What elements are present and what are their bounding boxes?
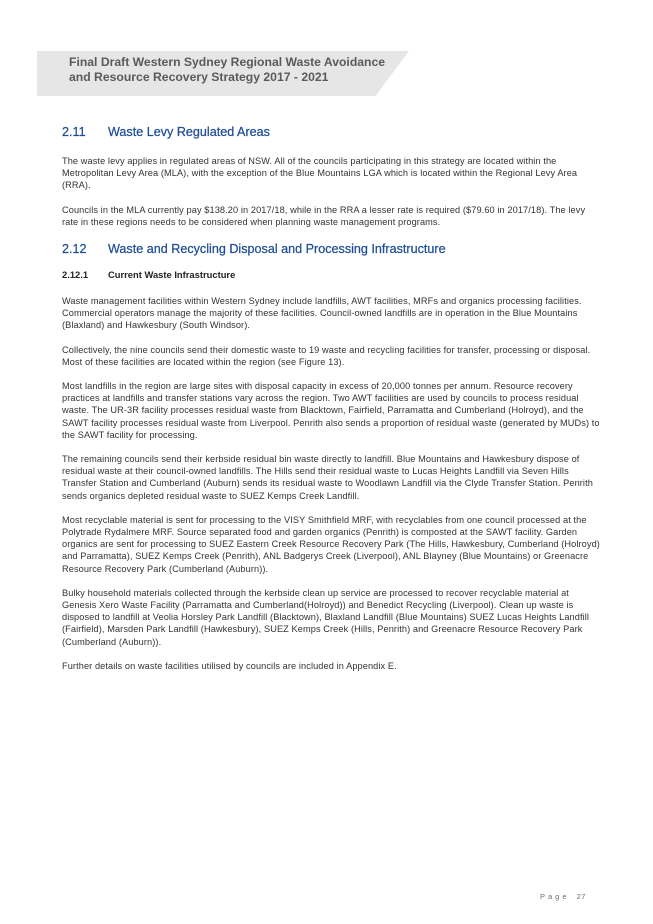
paragraph: Councils in the MLA currently pay $138.20 in 2017/18, while in the RRA a lesser rate is required ($79.60 in 2017/18). The levy rate in these regions needs to be considered when planning waste management programs. bbox=[62, 204, 586, 227]
section-heading-2-12 bbox=[62, 241, 602, 257]
section-title: Waste and Recycling Disposal and Processing Infrastructure bbox=[108, 242, 446, 257]
paragraph: Further details on waste facilities utilised by councils are included in Appendix E. bbox=[62, 660, 397, 671]
subsection-heading-2-12-1 bbox=[62, 269, 602, 281]
page-number: 27 bbox=[576, 892, 586, 901]
section-number: 2.11 bbox=[62, 125, 86, 139]
paragraph: Most landfills in the region are large sites with disposal capacity in excess of 20,000 tonnes per annum. Resource recovery practices at landfills and transfer stations vary across the region. Two AWT facilities are used by councils to process residual waste. The UR-3R facility processes residual waste from Blacktown, Fairfield, Parramatta and Cumberland (Holroyd), and the SAWT facility processes residual waste from Liverpool. Penrith also sends a proportion of residual waste (generated by MUDs) to the SAWT facility for processing. bbox=[62, 381, 600, 440]
paragraph: Most recyclable material is sent for processing to the VISY Smithfield MRF, with recyclables from one council processed at the Polytrade Rydalmere MRF. Source separated food and garden organics (Penrith) is composted at the SAWT facility. Garden organics are sent for processing to SUEZ Eastern Creek Resource Recovery Park (The Hills, Hawkesbury, Cumberland (Holroyd) and Parramatta), SUEZ Kemps Creek (Penrith), ANL Badgerys Creek (Liverpool), ANL Blayney (Blue Mountains) or Greenacre Resource Recovery Park (Cumberland (Auburn)). bbox=[62, 514, 600, 574]
paragraph: The waste levy applies in regulated areas of NSW. All of the councils participating in this strategy are located within the Metropolitan Levy Area (MLA), with the exception of the Blue Mountains LGA which is located within the Regional Levy Area (RRA). bbox=[62, 156, 578, 191]
page-label: Page bbox=[540, 892, 570, 901]
page-content bbox=[62, 124, 602, 672]
paragraph: The remaining councils send their kerbside residual bin waste directly to landfill. Blue Mountains and Hawkesbury dispose of residual waste at their council-owned landfills. The Hills send their residual waste to Lucas Heights Landfill via Seven Hills Transfer Station and Cumberland (Auburn) sends its residual waste to Woodlawn Landfill via the Clyde Transfer Station. Penrith sends organics depleted residual waste to SUEZ Kemps Creek Landfill. bbox=[62, 454, 593, 501]
paragraph: Collectively, the nine councils send their domestic waste to 19 waste and recycling facilities for transfer, processing or disposal. Most of these facilities are located within the region (see Figure 13). bbox=[62, 344, 591, 367]
paragraph: Bulky household materials collected through the kerbside clean up service are processed to recover recyclable material at Genesis Xero Waste Facility (Parramatta and Cumberland(Holroyd)) and Benedict Recycling (Liverpool). Clean up waste is disposed to landfill at Veolia Horsley Park Landfill (Blacktown), Blaxland Landfill (Blue Mountains) SUEZ Lucas Heights Landfill (Fairfield), Marsden Park Landfill (Hawkesbury), SUEZ Kemps Creek (Hills, Penrith) and Greenacre Resource Recovery Park (Cumberland (Auburn)). bbox=[62, 587, 590, 647]
subsection-title: Current Waste Infrastructure bbox=[108, 269, 236, 281]
section-number: 2.12 bbox=[62, 242, 87, 257]
subsection-number: 2.12.1 bbox=[62, 269, 89, 281]
paragraph: Waste management facilities within Western Sydney include landfills, AWT facilities, MRFs and organics processing facilities. Commercial operators manage the majority of these facilities. Council-owned landfills are in operation in the Blue Mountains (Blaxland) and Hawkesbury (South Windsor). bbox=[62, 296, 582, 331]
document-title bbox=[69, 55, 399, 84]
document-title-line-1: Final Draft Western Sydney Regional Waste Avoidance bbox=[69, 55, 386, 69]
page-footer bbox=[540, 892, 620, 901]
section-heading-2-11 bbox=[62, 124, 602, 140]
document-title-line-2: and Resource Recovery Strategy 2017 - 2021 bbox=[69, 69, 329, 84]
section-title: Waste Levy Regulated Areas bbox=[108, 125, 270, 139]
